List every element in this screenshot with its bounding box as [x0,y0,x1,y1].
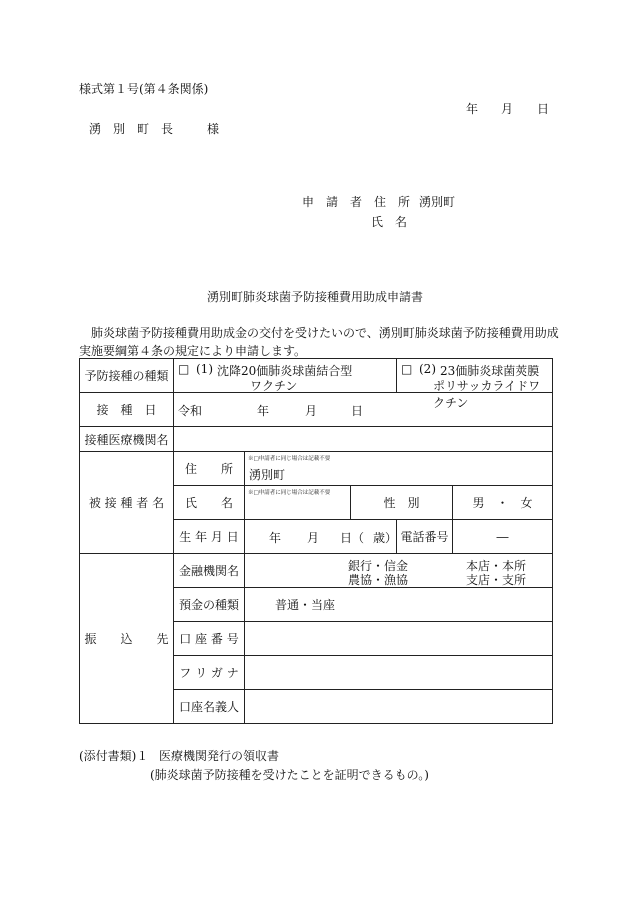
applicant-address-label: 申 請 者 住 所 [302,195,411,209]
vaccine-option-1[interactable] [174,359,397,393]
applicant-name-label: 氏 名 [371,215,408,229]
applicant-address-value: 湧別町 [419,195,456,209]
birth-year: 年 [269,531,282,545]
vaccination-date-label: 接 種 日 [80,393,174,427]
phone-label: 電話番号 [397,520,453,554]
form-number: 様式第１号(第４条関係) [79,82,209,96]
option-2-line-2: ポリサッカライドワクチン [433,379,541,410]
vaccination-date-field[interactable] [174,393,553,427]
account-number-label: 口 座 番 号 [174,622,245,656]
vaccine-type-label: 予防接種の種類 [80,359,174,393]
bank-field[interactable] [245,554,553,588]
institution-field[interactable] [174,427,553,452]
addressee-name: 湧 別 町 長 [89,122,174,136]
date-year-label: 年 [466,102,479,116]
account-number-field[interactable] [245,622,553,656]
birth-age: 歳） [373,531,398,545]
recipient-address-field[interactable] [245,452,553,486]
birthdate-label: 生 年 月 日 [174,520,245,554]
option-2-line-1: 23価肺炎球菌莢膜 [440,364,540,378]
birth-month: 月 [307,531,320,545]
bank-type-a: 銀行・信金 [348,559,409,573]
attachments-label: (添付書類)１ [79,749,149,763]
address-note: ※□申請者に同じ場合は記載不要 [248,456,331,462]
intro-line-2: 実施要綱第４条の規定により申請します。 [79,344,307,358]
birthdate-field[interactable] [245,520,397,554]
option-1-number: (1) [196,362,213,376]
deposit-type-value: 普通・当座 [275,598,336,612]
document-title: 湧別町肺炎球菌予防接種費用助成申請書 [207,290,424,304]
account-holder-label: 口座名義人 [174,690,245,724]
option-1-line-1: 沈降20価肺炎球菌結合型 [217,364,353,378]
sex-field[interactable]: 男 ・ 女 [453,486,553,520]
date-era: 令和 [178,404,203,418]
vaccine-option-2[interactable] [397,359,553,410]
branch-type-c: 本店・本所 [466,559,527,573]
checkbox-icon[interactable]: □ [178,362,190,376]
recipient-address-value: 湧別町 [249,468,286,482]
recipient-address-label: 住 所 [174,452,245,486]
furigana-field[interactable] [245,656,553,690]
attachments-item: 医療機関発行の領収書 [159,749,280,763]
deposit-type-field[interactable] [245,588,553,622]
date-day: 日 [351,404,364,418]
date-year: 年 [257,404,270,418]
phone-field[interactable]: ― [453,520,553,554]
date-month-label: 月 [501,102,514,116]
furigana-label: フ リ ガ ナ [174,656,245,690]
bank-label: 金融機関名 [174,554,245,588]
application-table [79,358,553,724]
transfer-label: 振 込 先 [80,554,174,724]
name-note: ※□申請者に同じ場合は記載不要 [248,490,331,496]
branch-type-d: 支店・支所 [466,573,527,587]
recipient-label: 被 接 種 者 名 [80,452,174,554]
birth-day: 日（ [340,531,365,545]
recipient-name-label: 氏 名 [174,486,245,520]
attachments-note: (肺炎球菌予防接種を受けたことを証明できるもの。) [150,768,429,782]
deposit-type-label: 預金の種類 [174,588,245,622]
option-2-number: (2) [419,362,436,376]
recipient-name-field[interactable] [245,486,351,520]
addressee-suffix: 様 [207,122,220,136]
date-month: 月 [305,404,318,418]
checkbox-icon[interactable]: □ [401,362,413,376]
sex-label: 性 別 [351,486,453,520]
institution-label: 接種医療機関名 [80,427,174,452]
date-day-label: 日 [537,102,550,116]
account-holder-field[interactable] [245,690,553,724]
bank-type-b: 農協・漁協 [348,573,409,587]
intro-line-1: 肺炎球菌予防接種費用助成金の交付を受けたいので、湧別町肺炎球菌予防接種費用助成 [91,326,559,340]
option-1-line-2: ワクチン [250,379,298,393]
